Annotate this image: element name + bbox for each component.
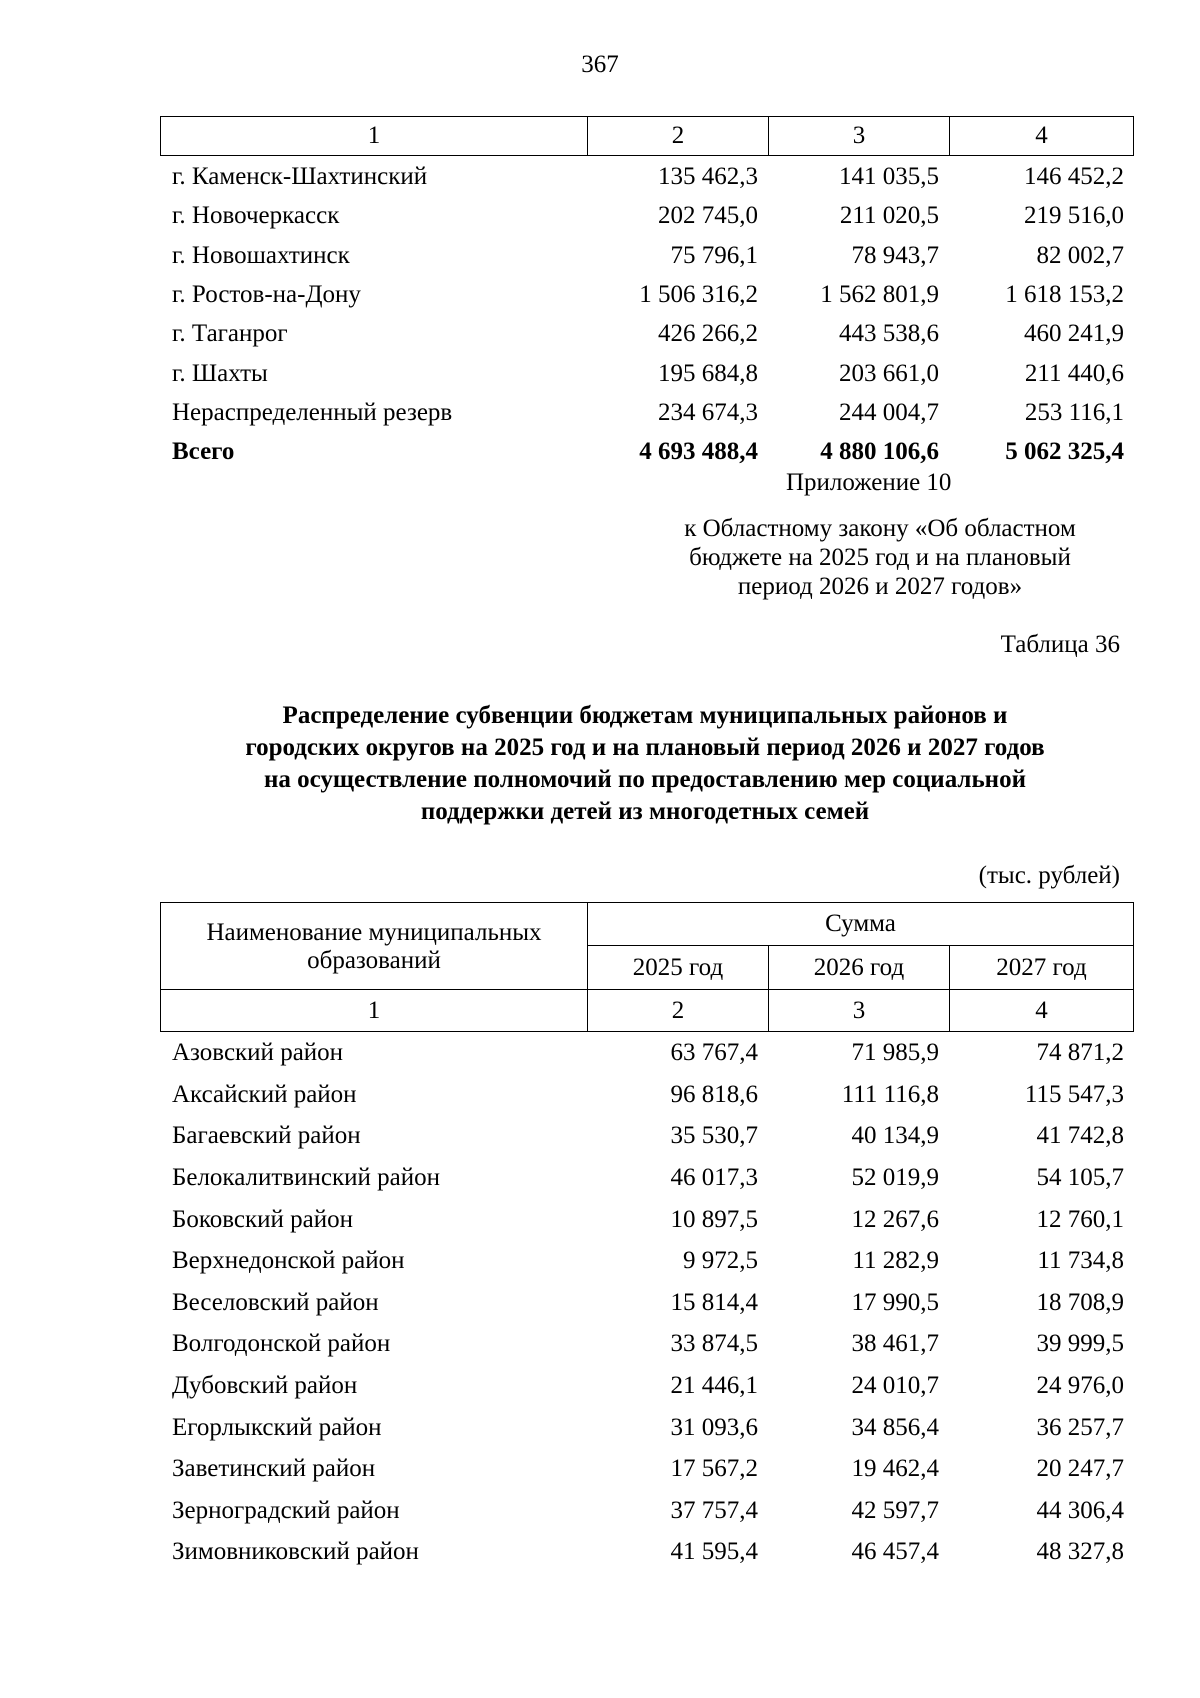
table-row bbox=[160, 196, 1134, 235]
year-header: 2027 год bbox=[996, 954, 1087, 981]
value-2026: 40 134,9 bbox=[851, 1122, 939, 1150]
value-2026: 443 538,6 bbox=[839, 320, 939, 348]
page-number: 367 bbox=[581, 51, 619, 78]
appendix-ref-line: период 2026 и 2027 годов» bbox=[737, 573, 1023, 600]
value-2027: 24 976,0 bbox=[1036, 1372, 1124, 1400]
value-2026: 203 661,0 bbox=[839, 359, 939, 387]
row-name: Верхнедонской район bbox=[172, 1247, 405, 1275]
value-2025: 195 684,8 bbox=[658, 359, 758, 387]
row-name: г. Ростов-на-Дону bbox=[172, 281, 361, 309]
row-name: Аксайский район bbox=[172, 1080, 357, 1108]
year-header: 2025 год bbox=[588, 946, 769, 989]
value-2025: 96 818,6 bbox=[670, 1080, 758, 1108]
value-2027: 44 306,4 bbox=[1036, 1496, 1124, 1524]
table-header bbox=[160, 902, 1134, 1032]
value-2026: 38 461,7 bbox=[851, 1330, 939, 1358]
value-2026: 52 019,9 bbox=[851, 1164, 939, 1192]
table-row bbox=[160, 1531, 1134, 1573]
value-2026: 71 985,9 bbox=[851, 1039, 939, 1067]
year-headers bbox=[588, 946, 1133, 989]
value-2025: 135 462,3 bbox=[658, 163, 758, 191]
heading-line: городских округов на 2025 год и на плановый период 2026 и 2027 годов bbox=[245, 734, 1045, 761]
column-number: 2 bbox=[588, 990, 769, 1032]
value-2026: 244 004,7 bbox=[839, 398, 939, 426]
table-row bbox=[160, 314, 1134, 353]
row-name: Нераспределенный резерв bbox=[172, 398, 453, 426]
column-numbers-row bbox=[161, 989, 1133, 1032]
value-2027: 20 247,7 bbox=[1036, 1455, 1124, 1483]
value-2026: 34 856,4 bbox=[851, 1413, 939, 1441]
value-2027: 18 708,9 bbox=[1036, 1288, 1124, 1316]
column-number: 4 bbox=[1035, 997, 1048, 1024]
value-2025: 63 767,4 bbox=[670, 1039, 758, 1067]
row-name: г. Каменск-Шахтинский bbox=[172, 163, 428, 191]
table-body bbox=[160, 1032, 1134, 1573]
row-name: Зерноградский район bbox=[172, 1496, 400, 1524]
value-2026: 42 597,7 bbox=[851, 1496, 939, 1524]
table-row bbox=[160, 1448, 1134, 1490]
table-row bbox=[160, 1240, 1134, 1282]
value-2026: 24 010,7 bbox=[851, 1372, 939, 1400]
total-row bbox=[160, 432, 1134, 471]
table-row bbox=[160, 1115, 1134, 1157]
table-row bbox=[160, 1490, 1134, 1532]
row-name: г. Шахты bbox=[172, 359, 268, 387]
value-2025: 1 506 316,2 bbox=[639, 281, 758, 309]
units-label: (тыс. рублей) bbox=[978, 862, 1120, 889]
name-header-line: Наименование муниципальных bbox=[206, 919, 542, 946]
value-2026: 12 267,6 bbox=[851, 1205, 939, 1233]
value-2025: 202 745,0 bbox=[658, 202, 758, 230]
value-2027: 211 440,6 bbox=[1024, 359, 1124, 387]
table-row bbox=[160, 1323, 1134, 1365]
column-number: 1 bbox=[161, 990, 588, 1032]
value-2027: 12 760,1 bbox=[1036, 1205, 1124, 1233]
value-2025: 75 796,1 bbox=[670, 241, 758, 269]
table-row bbox=[160, 157, 1134, 196]
row-name: г. Новошахтинск bbox=[172, 241, 350, 269]
value-2027: 54 105,7 bbox=[1036, 1164, 1124, 1192]
value-2027: 253 116,1 bbox=[1024, 398, 1124, 426]
value-2026: 141 035,5 bbox=[839, 163, 939, 191]
value-2026: 111 116,8 bbox=[841, 1080, 939, 1108]
heading-line: Распределение субвенции бюджетам муниципальных районов и bbox=[282, 702, 1008, 729]
value-2025: 31 093,6 bbox=[670, 1413, 758, 1441]
value-2026: 11 282,9 bbox=[852, 1247, 939, 1275]
column-number: 1 bbox=[161, 117, 588, 155]
value-2025: 15 814,4 bbox=[670, 1288, 758, 1316]
value-2026: 19 462,4 bbox=[851, 1455, 939, 1483]
value-2027: 36 257,7 bbox=[1036, 1413, 1124, 1441]
appendix-ref-line: к Областному закону «Об областном bbox=[684, 515, 1076, 542]
value-2025: 17 567,2 bbox=[670, 1455, 758, 1483]
value-2025: 9 972,5 bbox=[683, 1247, 758, 1275]
total-2025: 4 693 488,4 bbox=[639, 438, 758, 466]
value-2027: 11 734,8 bbox=[1037, 1247, 1124, 1275]
row-name: Зимовниковский район bbox=[172, 1538, 419, 1566]
heading-line: на осуществление полномочий по предоставлению мер социальной bbox=[264, 766, 1026, 793]
table-heading bbox=[150, 700, 1140, 828]
value-2027: 74 871,2 bbox=[1036, 1039, 1124, 1067]
value-2025: 10 897,5 bbox=[670, 1205, 758, 1233]
total-2026: 4 880 106,6 bbox=[820, 438, 939, 466]
value-2026: 17 990,5 bbox=[851, 1288, 939, 1316]
table-row bbox=[160, 275, 1134, 314]
row-name: Дубовский район bbox=[172, 1372, 358, 1400]
value-2025: 35 530,7 bbox=[670, 1122, 758, 1150]
value-2025: 37 757,4 bbox=[670, 1496, 758, 1524]
value-2027: 39 999,5 bbox=[1036, 1330, 1124, 1358]
table-number: Таблица 36 bbox=[1000, 631, 1120, 658]
value-2025: 41 595,4 bbox=[670, 1538, 758, 1566]
value-2027: 146 452,2 bbox=[1024, 163, 1124, 191]
column-number: 2 bbox=[588, 117, 769, 155]
value-2027: 460 241,9 bbox=[1024, 320, 1124, 348]
row-name: Волгодонской район bbox=[172, 1330, 391, 1358]
value-2027: 48 327,8 bbox=[1036, 1538, 1124, 1566]
table-row bbox=[160, 1198, 1134, 1240]
row-name: Боковский район bbox=[172, 1205, 353, 1233]
column-number: 4 bbox=[1035, 122, 1048, 149]
row-name: Заветинский район bbox=[172, 1455, 376, 1483]
row-name: Азовский район bbox=[172, 1039, 344, 1067]
table-row bbox=[160, 393, 1134, 432]
appendix-ref-line: бюджете на 2025 год и на плановый bbox=[689, 544, 1071, 571]
value-2027: 219 516,0 bbox=[1024, 202, 1124, 230]
value-2027: 41 742,8 bbox=[1036, 1122, 1124, 1150]
table-row bbox=[160, 1032, 1134, 1074]
name-header-line: образований bbox=[307, 947, 441, 974]
value-2025: 426 266,2 bbox=[658, 320, 758, 348]
value-2027: 1 618 153,2 bbox=[1005, 281, 1124, 309]
row-name: Багаевский район bbox=[172, 1122, 361, 1150]
value-2026: 46 457,4 bbox=[851, 1538, 939, 1566]
sum-column-header: Сумма bbox=[588, 903, 1133, 946]
value-2025: 46 017,3 bbox=[670, 1164, 758, 1192]
continued-table-header bbox=[160, 116, 1134, 156]
value-2025: 234 674,3 bbox=[658, 398, 758, 426]
table-row bbox=[160, 236, 1134, 275]
row-name: г. Таганрог bbox=[172, 320, 288, 348]
row-name: Белокалитвинский район bbox=[172, 1164, 440, 1192]
year-header: 2026 год bbox=[769, 946, 950, 989]
value-2025: 21 446,1 bbox=[670, 1372, 758, 1400]
appendix-reference bbox=[640, 514, 1120, 601]
row-name: Веселовский район bbox=[172, 1288, 379, 1316]
total-label: Всего bbox=[172, 438, 235, 466]
row-name: Егорлыкский район bbox=[172, 1413, 382, 1441]
name-column-header bbox=[161, 903, 588, 989]
value-2026: 78 943,7 bbox=[851, 241, 939, 269]
table-row bbox=[160, 1282, 1134, 1324]
table-row bbox=[160, 1406, 1134, 1448]
value-2026: 1 562 801,9 bbox=[820, 281, 939, 309]
value-2026: 211 020,5 bbox=[839, 202, 939, 230]
value-2025: 33 874,5 bbox=[670, 1330, 758, 1358]
appendix-title: Приложение 10 bbox=[786, 469, 952, 496]
heading-line: поддержки детей из многодетных семей bbox=[420, 798, 870, 825]
column-number: 3 bbox=[769, 990, 950, 1032]
column-number: 3 bbox=[769, 117, 950, 155]
table-row bbox=[160, 1365, 1134, 1407]
total-2027: 5 062 325,4 bbox=[1005, 438, 1124, 466]
row-name: г. Новочеркасск bbox=[172, 202, 340, 230]
table-row bbox=[160, 1157, 1134, 1199]
table-row bbox=[160, 1074, 1134, 1116]
value-2027: 82 002,7 bbox=[1036, 241, 1124, 269]
continued-table-body bbox=[160, 157, 1134, 471]
value-2027: 115 547,3 bbox=[1024, 1080, 1124, 1108]
table-row bbox=[160, 353, 1134, 392]
